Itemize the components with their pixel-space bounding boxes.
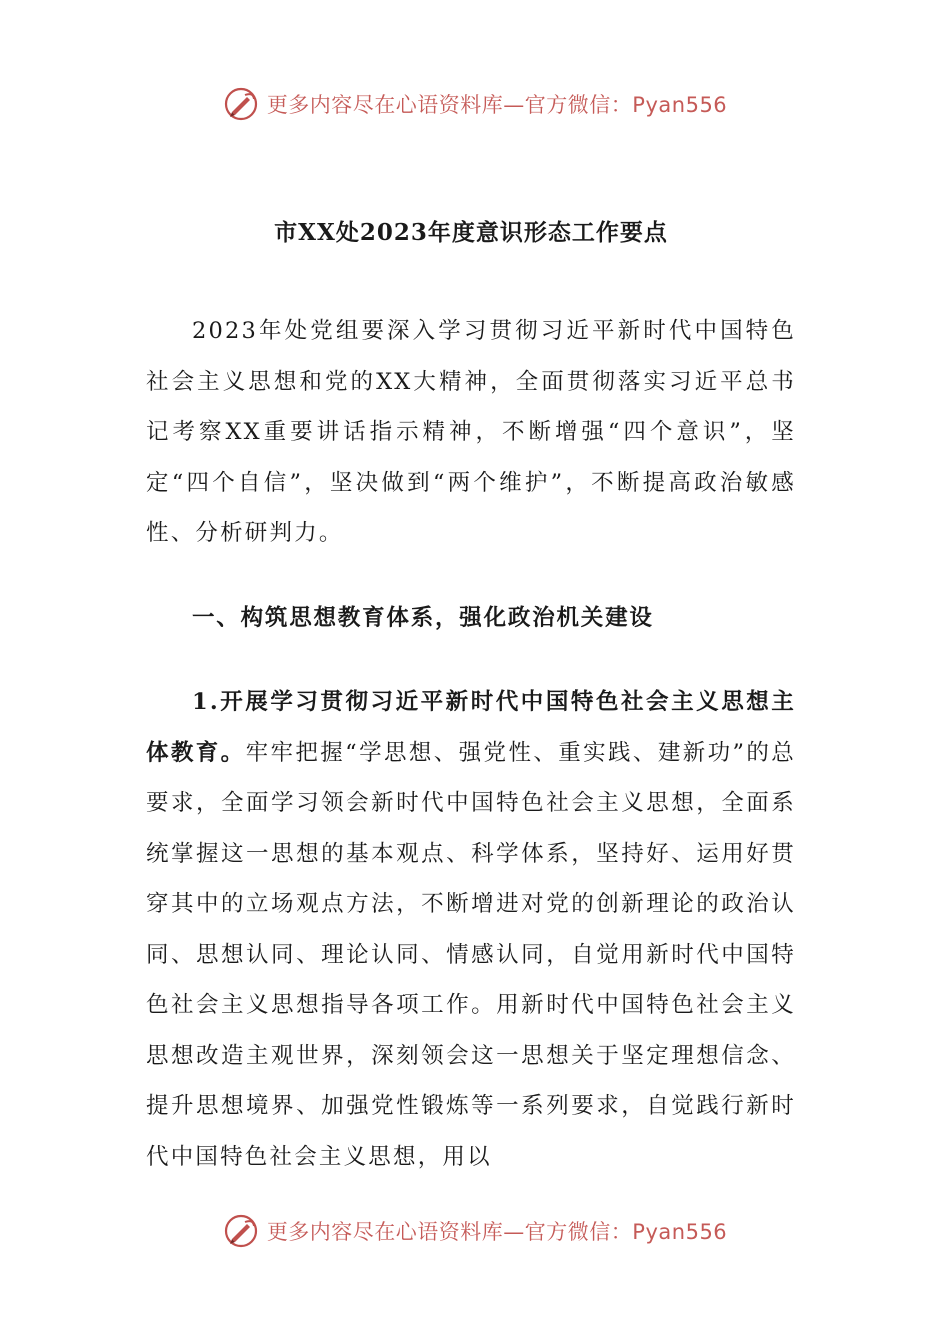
watermark-header: [0, 82, 950, 126]
document-title: 市XX处2023年度意识形态工作要点: [274, 219, 668, 246]
item-1-body: 牢牢把握“学思想、强党性、重实践、建新功”的总要求，全面学习领会新时代中国特色社会主义思想，全面系统掌握这一思想的基本观点、科学体系，坚持好、运用好贯穿其中的立场观点方法，不断增进对党的创新理论的政治认同、思想认同、理论认同、情感认同，自觉用新时代中国特色社会主义思想指导各项工作。用新时代中国特色社会主义思想改造主观世界，深刻领会这一思想关于坚定理想信念、提升思想境界、加强党性锻炼等一系列要求，自觉践行新时代中国特色社会主义思想，用以: [146, 739, 796, 1170]
pen-logo-icon: [223, 1213, 259, 1249]
watermark-text: 更多内容尽在心语资料库—官方微信：Pyan556: [266, 93, 728, 117]
intro-paragraph: 2023年处党组要深入学习贯彻习近平新时代中国特色社会主义思想和党的XX大精神，全面贯彻落实习近平总书记考察XX重要讲话指示精神，不断增强“四个意识”，坚定“四个自信”，坚决做到“两个维护”，不断提高政治敏感性、分析研判力。: [146, 318, 796, 546]
watermark-text: 更多内容尽在心语资料库—官方微信：Pyan556: [266, 1220, 728, 1244]
section-heading-1: 一、构筑思想教育体系，强化政治机关建设: [192, 604, 654, 631]
watermark-footer: [0, 1209, 950, 1253]
item-1-lead: 1.开展学习贯彻习近平新时代中国特色社会主义思想主体教育。: [146, 689, 796, 766]
pen-logo-icon: [223, 86, 259, 122]
document-body: [146, 208, 796, 1182]
item-paragraph-1: [146, 677, 796, 1182]
